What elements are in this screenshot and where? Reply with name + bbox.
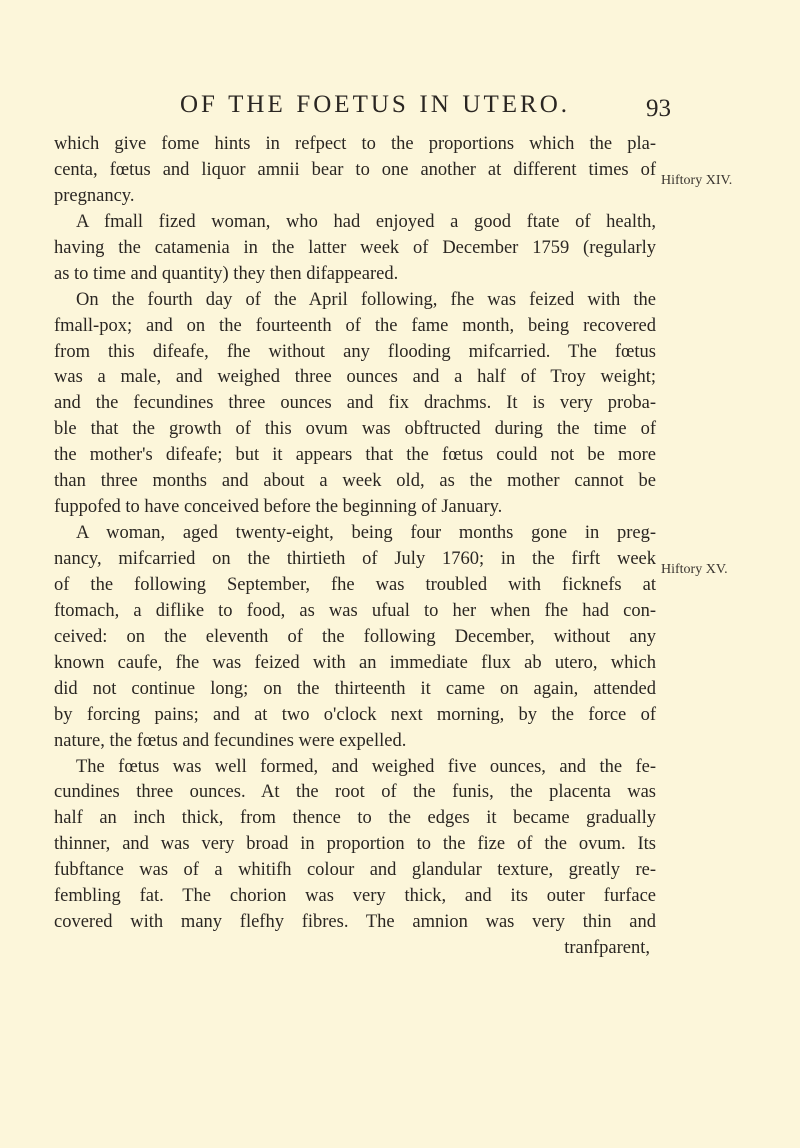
text-line: the mother's difeafe; but it appears that the fœtus could not be more [54,445,656,466]
text-line: known caufe, fhe was feized with an immediate flux ab utero, which [54,652,656,673]
page-header [0,88,800,124]
text-line: of the following September, fhe was troubled with ficknefs at [54,574,656,595]
text-line: The fœtus was well formed, and weighed five ounces, and the fe- [76,756,656,777]
text-line: half an inch thick, from thence to the edges it became gradually [54,808,656,829]
text-line: centa, fœtus and liquor amnii bear to one another at different times of [54,159,656,180]
text-line: A fmall fized woman, who had enjoyed a good ftate of health, [76,211,656,232]
margin-note-history-xiv: Hiftory XIV. [661,173,733,188]
text-line: fmall-pox; and on the fourteenth of the fame month, being recovered [54,315,656,336]
text-line: as to time and quantity) they then difappeared. [54,263,399,284]
text-line: fuppofed to have conceived before the beginning of January. [54,497,503,518]
text-line: A woman, aged twenty-eight, being four months gone in preg- [76,523,656,544]
text-line: having the catamenia in the latter week of December 1759 (regularly [54,237,656,258]
text-line: thinner, and was very broad in proportion to the fize of the ovum. Its [54,834,656,855]
running-head: OF THE FOETUS IN UTERO. [180,91,570,118]
text-line: On the fourth day of the April following, fhe was feized with the [76,289,656,310]
text-line: which give fome hints in refpect to the proportions which the pla- [54,134,656,154]
text-line: ftomach, a diflike to food, as was ufual to her when fhe had con- [54,600,656,621]
text-line: than three months and about a week old, as the mother cannot be [54,471,656,492]
text-line: nancy, mifcarried on the thirtieth of July 1760; in the firft week [54,549,656,569]
text-line: cundines three ounces. At the root of the funis, the placenta was [54,782,656,803]
margin-note-history-xv: Hiftory XV. [661,562,728,577]
text-line: nature, the fœtus and fecundines were expelled. [54,730,407,751]
text-line: ceived: on the eleventh of the following December, without any [54,626,656,647]
text-line: ble that the growth of this ovum was obftructed during the time of [54,419,656,440]
body-text [54,132,656,962]
text-line: did not continue long; on the thirteenth it came on again, attended [54,678,656,699]
text-line: was a male, and weighed three ounces and a half of Troy weight; [54,367,656,388]
page-number: 93 [646,95,671,122]
text-line: fembling fat. The chorion was very thick, and its outer furface [54,886,656,907]
text-line: pregnancy. [54,185,135,206]
text-line: and the fecundines three ounces and fix drachms. It is very proba- [54,393,656,414]
text-line: by forcing pains; and at two o'clock next morning, by the force of [54,704,656,725]
text-line: fubftance was of a whitifh colour and glandular texture, greatly re- [54,860,656,881]
catchword: tranfparent, [564,938,650,959]
text-line: covered with many flefhy fibres. The amnion was very thin and [54,912,656,933]
text-line: from this difeafe, fhe without any flooding mifcarried. The fœtus [54,341,656,362]
